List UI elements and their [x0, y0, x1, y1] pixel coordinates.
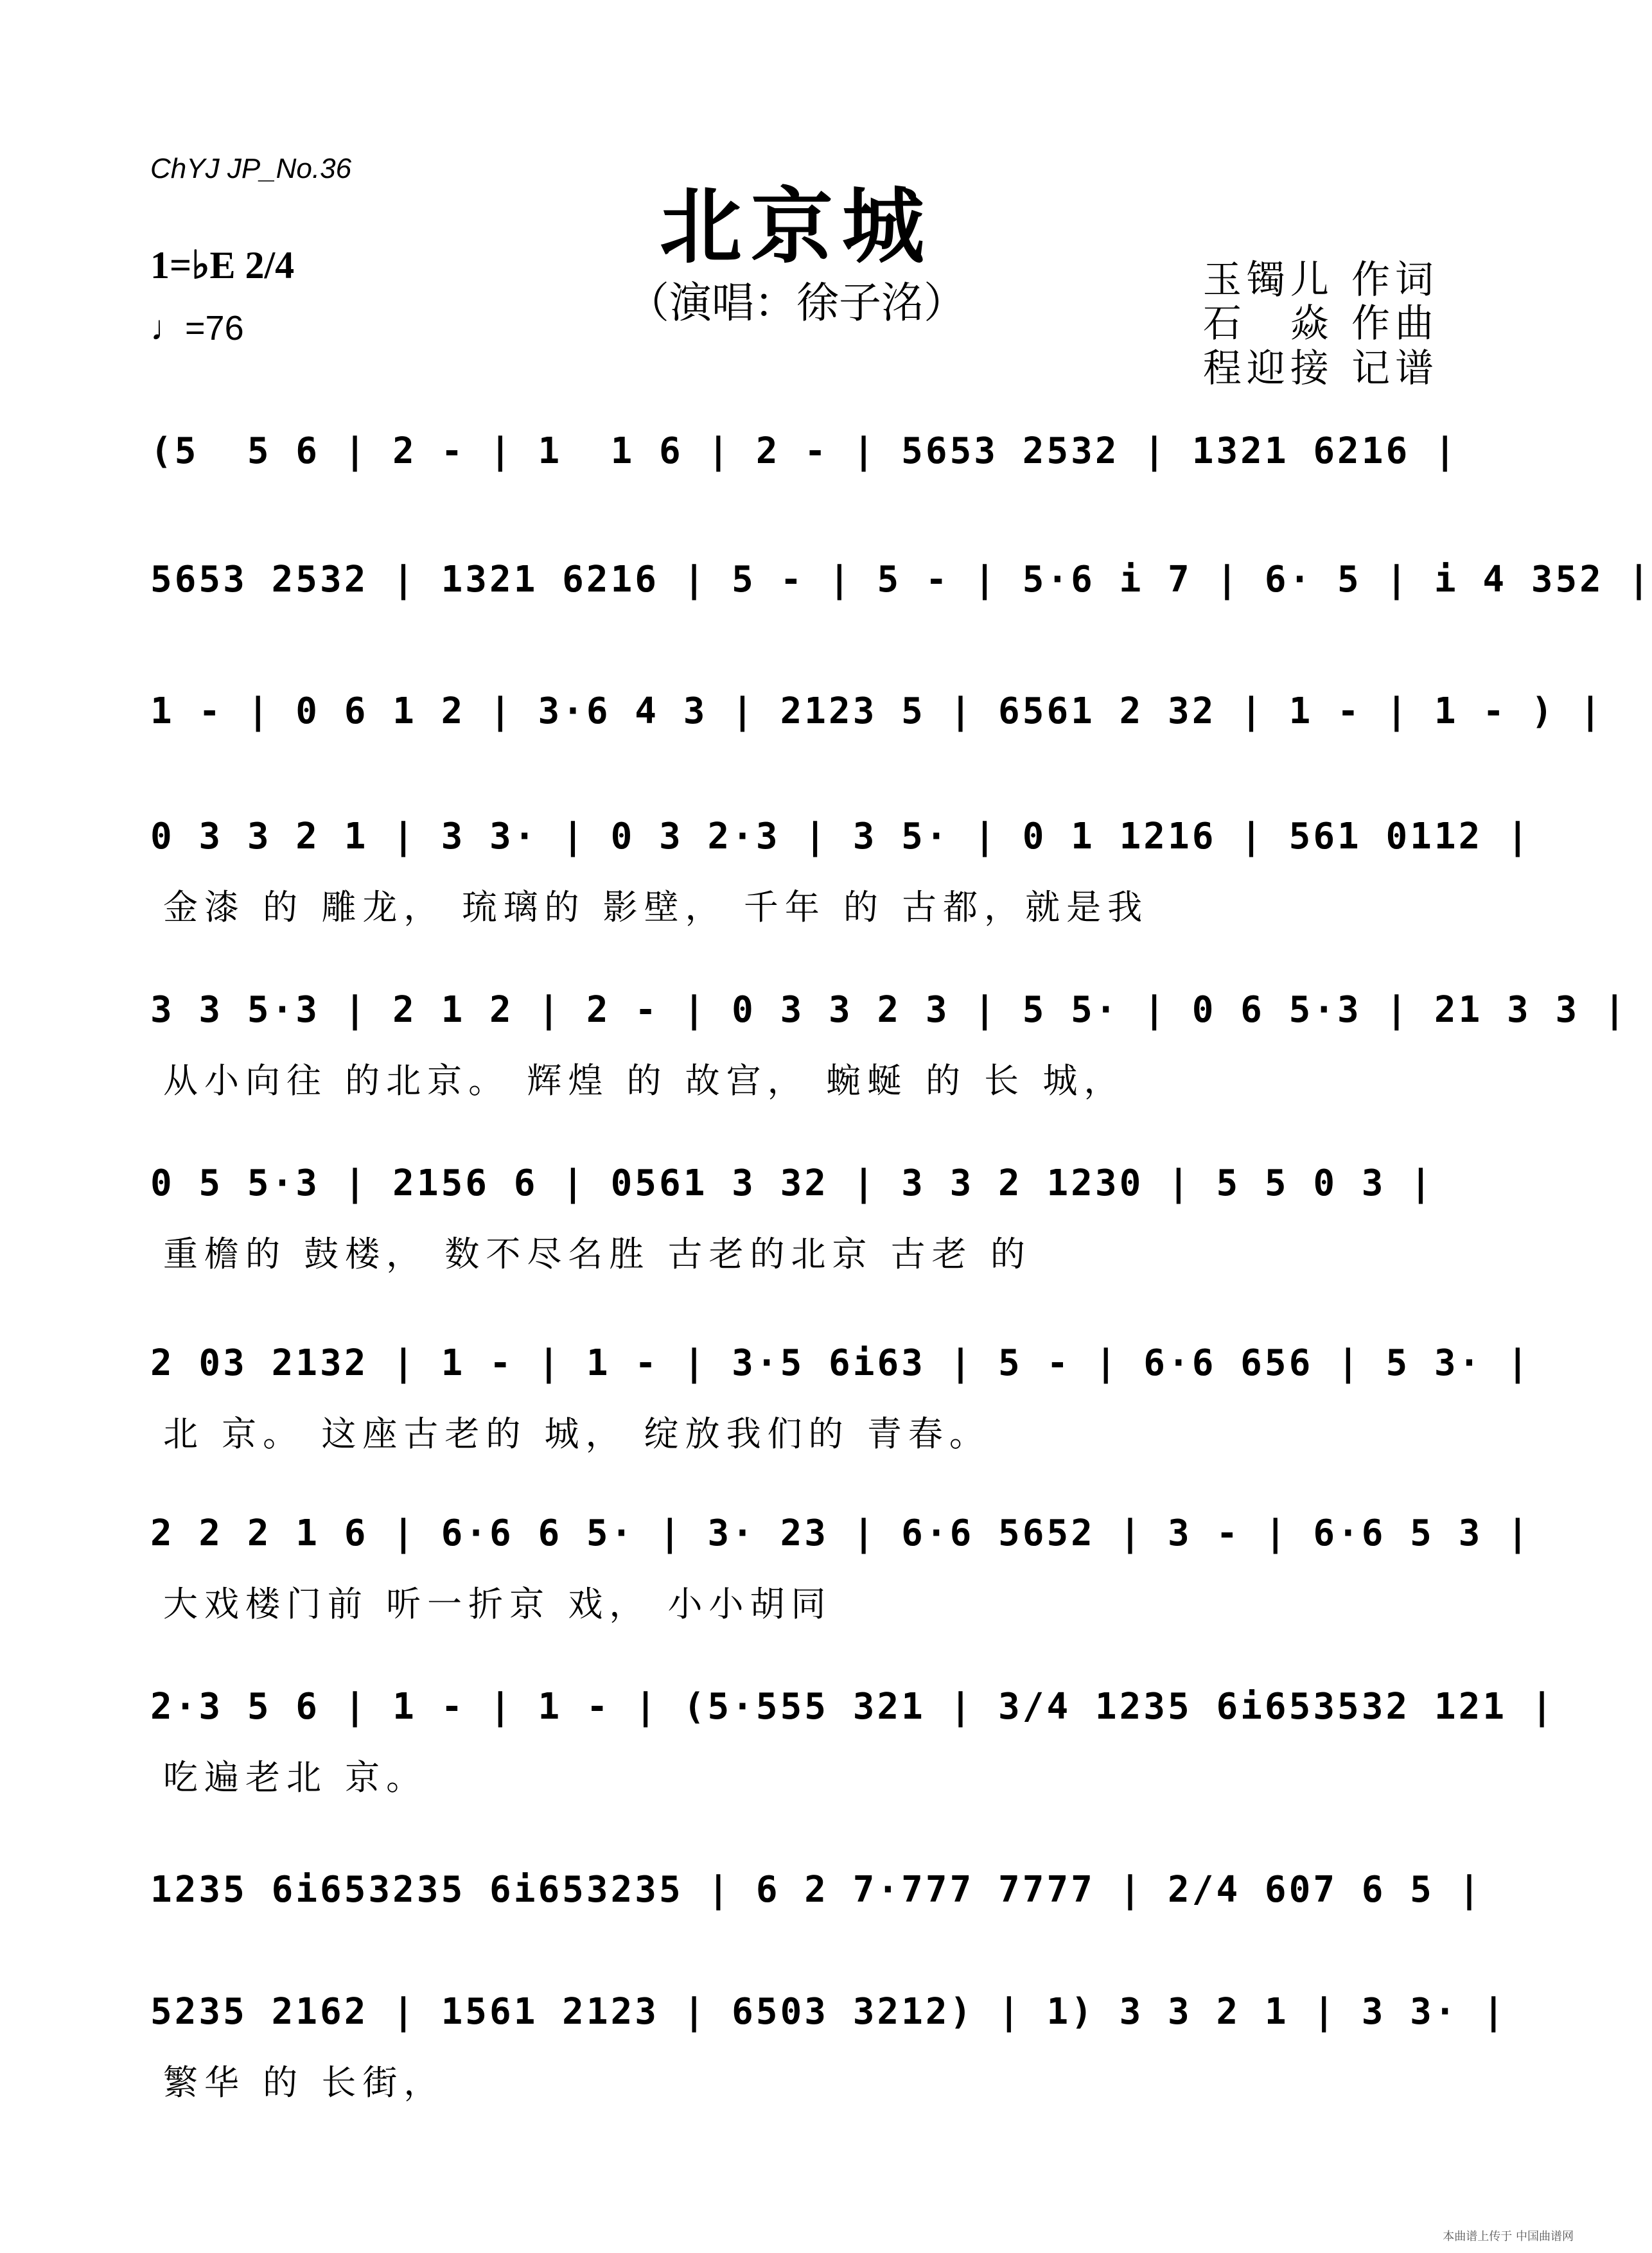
music-system-11 [150, 1991, 1507, 2126]
lyrics-line: 从小向往 的北京。 辉煌 的 故宫， 蜿蜒 的 长 城， [163, 1060, 1125, 1101]
lyricist-credit: 玉镯儿 作词 [1202, 258, 1439, 302]
score-code: ChYJ JP_No.36 [150, 153, 352, 184]
notation-line: 5235 2162 | 1561 2123 | 6503 3212) | 1) 3 3 2 1 | 3 3· | [150, 1991, 1507, 2033]
lyrics-line: 吃遍老北 京。 [163, 1757, 428, 1798]
music-system-1 [150, 430, 1459, 565]
notation-line: 1 - | 0 6 1 2 | 3·6 4 3 | 2123 5 | 6561 2 32 | 1 - | 1 - ) | [150, 690, 1604, 732]
watermark-footer: 本曲谱上传于 中国曲谱网 [1443, 2230, 1574, 2243]
composer-credit: 石 焱 作曲 [1202, 301, 1439, 346]
lyrics-line: 繁华 的 长街， [163, 2062, 445, 2103]
music-system-5 [150, 989, 1628, 1124]
music-system-8 [150, 1512, 1531, 1647]
notation-line: 0 5 5·3 | 2156 6 | 0561 3 32 | 3 3 2 1230 | 5 5 0 3 | [150, 1162, 1434, 1204]
notation-line: 1235 6i653235 6i653235 | 6 2 7·777 7777 | 2/4 607 6 5 | [150, 1869, 1483, 1911]
music-system-3 [150, 690, 1604, 825]
page-title: 北京城 [659, 179, 933, 275]
notation-line: 2·3 5 6 | 1 - | 1 - | (5·555 321 | 3/4 1235 6i653532 121 | [150, 1686, 1556, 1728]
music-system-2 [150, 559, 1652, 694]
notation-line: 5653 2532 | 1321 6216 | 5 - | 5 - | 5·6 i 7 | 6· 5 | i 4 352 | [150, 559, 1652, 601]
music-system-7 [150, 1342, 1531, 1477]
key-signature: 1=♭E 2/4 [150, 244, 295, 286]
transcriber-credit: 程迎接 记谱 [1202, 346, 1439, 391]
lyrics-line: 重檐的 鼓楼， 数不尽名胜 古老的北京 古老 的 [163, 1234, 1032, 1274]
notation-line: 3 3 5·3 | 2 1 2 | 2 - | 0 3 3 2 3 | 5 5· | 0 6 5·3 | 21 3 3 | [150, 989, 1628, 1031]
music-system-4 [150, 816, 1531, 951]
lyrics-line: 北 京。 这座古老的 城， 绽放我们的 青春。 [163, 1414, 990, 1454]
music-system-6 [150, 1162, 1448, 1297]
notation-line: 2 03 2132 | 1 - | 1 - | 3·5 6i63 | 5 - | 6·6 656 | 5 3· | [150, 1342, 1531, 1384]
music-system-9 [150, 1686, 1556, 1821]
notation-line: (5 5 6 | 2 - | 1 1 6 | 2 - | 5653 2532 | 1321 6216 | [150, 430, 1459, 472]
tempo-marking: ♩=76 [150, 309, 244, 347]
performer-subtitle: （演唱：徐子洺） [627, 278, 966, 328]
notation-line: 2 2 2 1 6 | 6·6 6 5· | 3· 23 | 6·6 5652 | 3 - | 6·6 5 3 | [150, 1512, 1531, 1554]
notation-line: 0 3 3 2 1 | 3 3· | 0 3 2·3 | 3 5· | 0 1 1216 | 561 0112 | [150, 816, 1531, 857]
music-system-10 [150, 1869, 1483, 2004]
lyrics-line: 大戏楼门前 听一折京 戏， 小小胡同 [163, 1584, 832, 1624]
lyrics-line: 金漆 的 雕龙， 琉璃的 影壁， 千年 的 古都，就是我 [163, 887, 1149, 927]
